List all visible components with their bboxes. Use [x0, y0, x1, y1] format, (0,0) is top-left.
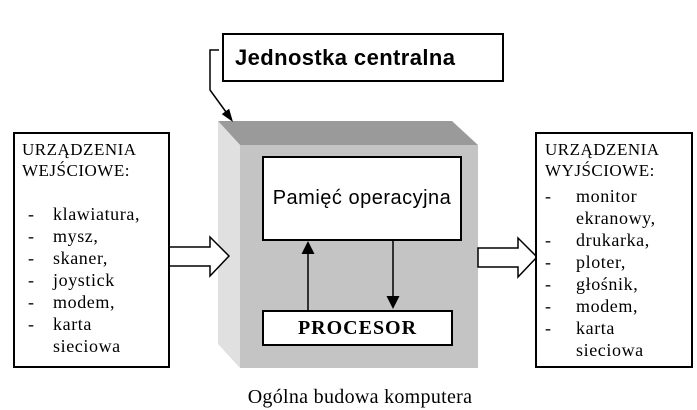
output-devices-header-line2: WYJŚCIOWE:	[545, 161, 655, 180]
list-dash: -	[545, 274, 552, 294]
central-unit-label: Jednostka centralna	[235, 44, 456, 70]
processor-label: PROCESOR	[297, 316, 418, 339]
list-item-mysz	[22, 225, 168, 247]
list-item-glosnik	[545, 273, 691, 295]
memory-box	[262, 156, 462, 241]
list-item-modem	[22, 291, 168, 313]
list-item-ploter	[545, 251, 691, 273]
list-label: głośnik,	[576, 274, 639, 294]
list-dash: -	[28, 270, 35, 290]
list-item-ekranowy	[545, 207, 691, 229]
list-label: skaner,	[53, 248, 108, 268]
list-dash: -	[28, 204, 35, 224]
list-label: monitor	[576, 186, 638, 206]
list-item-klawiatura	[22, 203, 168, 225]
processor-box	[262, 310, 453, 346]
input-devices-header-line2: WEJŚCIOWE:	[22, 161, 130, 180]
system-unit-top-face	[218, 121, 478, 145]
output-devices-panel	[535, 132, 693, 368]
list-label: sieciowa	[53, 336, 121, 356]
list-dash: -	[28, 226, 35, 246]
list-dash	[545, 339, 576, 361]
list-dash: -	[28, 292, 35, 312]
list-dash: -	[545, 252, 552, 272]
input-devices-list	[22, 203, 168, 357]
list-item-modem	[545, 295, 691, 317]
list-item-drukarka	[545, 229, 691, 251]
list-label: karta	[576, 318, 615, 338]
list-item-sieciowa	[545, 339, 691, 361]
list-label: klawiatura,	[53, 204, 141, 224]
list-dash: -	[28, 248, 35, 268]
list-item-skaner	[22, 247, 168, 269]
output-flow-block-arrow	[478, 238, 537, 277]
list-label: mysz,	[53, 226, 99, 246]
central-unit-callout-arrowhead	[222, 109, 233, 122]
output-devices-header-line1: URZĄDZENIA	[545, 140, 660, 159]
list-dash: -	[545, 296, 552, 316]
list-item-monitor	[545, 185, 691, 207]
list-dash	[545, 207, 576, 229]
list-label: karta	[53, 314, 92, 334]
memory-label: Pamięć operacyjna	[272, 187, 452, 209]
list-item-joystick	[22, 269, 168, 291]
list-dash: -	[28, 314, 35, 334]
list-label: ekranowy,	[576, 208, 656, 228]
list-dash: -	[545, 230, 552, 250]
list-item-karta	[545, 317, 691, 339]
list-label: joystick	[53, 270, 115, 290]
list-label: sieciowa	[576, 340, 644, 360]
input-devices-header-line1: URZĄDZENIA	[22, 140, 137, 159]
list-dash: -	[545, 186, 552, 206]
list-dash: -	[545, 318, 552, 338]
list-label: modem,	[53, 292, 116, 312]
list-label: modem,	[576, 296, 639, 316]
list-dash	[28, 335, 53, 357]
list-label: ploter,	[576, 252, 626, 272]
central-unit-label-box	[222, 33, 504, 82]
list-label: drukarka,	[576, 230, 650, 250]
diagram-caption: Ogólna budowa komputera	[247, 386, 473, 408]
input-devices-panel	[13, 132, 170, 368]
system-unit-left-face	[218, 121, 240, 368]
list-item-karta	[22, 313, 168, 335]
output-devices-list	[545, 185, 691, 361]
list-item-sieciowa	[22, 335, 168, 357]
